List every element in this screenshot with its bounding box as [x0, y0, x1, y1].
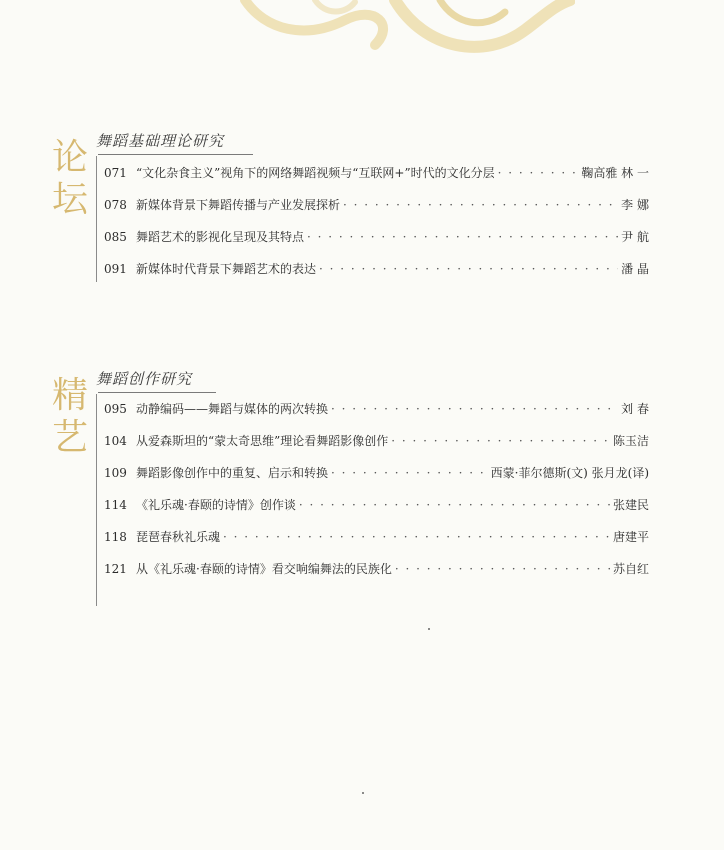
- entry-author: 鞠高雅 林 一: [581, 166, 649, 180]
- entry-title: 《礼乐魂·春颐的诗情》创作谈: [136, 498, 296, 512]
- dot-leader: [331, 466, 488, 480]
- entry-author: 潘 晶: [621, 262, 649, 276]
- dot-leader: [498, 166, 579, 180]
- toc-entry[interactable]: [104, 196, 649, 228]
- title-underline: [98, 154, 253, 155]
- page-number: 109: [104, 466, 127, 480]
- page-number: 121: [104, 562, 127, 576]
- page-number: 118: [104, 530, 127, 544]
- dot-leader: [395, 562, 610, 576]
- page-number: 078: [104, 198, 127, 212]
- entry-title: 新媒体时代背景下舞蹈艺术的表达: [136, 262, 317, 276]
- title-underline: [98, 392, 216, 393]
- decorative-swirl: [225, 0, 575, 62]
- dot-leader: [331, 402, 618, 416]
- toc-entry[interactable]: [104, 464, 649, 496]
- toc-entry[interactable]: [104, 432, 649, 464]
- section-rule: [96, 394, 97, 606]
- dot-leader: [299, 498, 610, 512]
- toc-entry[interactable]: [104, 496, 649, 528]
- page-number: 095: [104, 402, 127, 416]
- entry-title: 琵琶春秋礼乐魂: [136, 530, 221, 544]
- section-rule: [96, 156, 97, 282]
- toc-entry[interactable]: [104, 260, 649, 292]
- toc-entry[interactable]: [104, 560, 649, 592]
- page-number: 114: [104, 498, 127, 512]
- toc-entry[interactable]: [104, 528, 649, 560]
- entry-title: 从《礼乐魂·春颐的诗情》看交响编舞法的民族化: [136, 562, 392, 576]
- dot-leader: [319, 262, 618, 276]
- entry-author: 唐建平: [612, 530, 649, 544]
- page-number: 091: [104, 262, 127, 276]
- speck: [428, 628, 430, 630]
- section-title: 舞蹈创作研究: [96, 370, 193, 388]
- entry-author: 刘 春: [621, 402, 649, 416]
- section-label-char: 艺: [51, 417, 88, 458]
- toc-list: [104, 164, 649, 292]
- page-number: 104: [104, 434, 127, 448]
- section-label-char: 精: [51, 375, 88, 416]
- entry-title: “文化杂食主义”视角下的网络舞蹈视频与“互联网+”时代的文化分层: [136, 166, 495, 180]
- toc-entry[interactable]: [104, 164, 649, 196]
- entry-title: 舞蹈艺术的影视化呈现及其特点: [136, 230, 305, 244]
- section-title: 舞蹈基础理论研究: [96, 132, 225, 150]
- entry-author: 陈玉洁: [612, 434, 649, 448]
- entry-title: 新媒体背景下舞蹈传播与产业发展探析: [136, 198, 341, 212]
- dot-leader: [391, 434, 610, 448]
- section-label-char: 论: [51, 137, 88, 178]
- section-label-char: 坛: [51, 179, 88, 220]
- speck: [362, 792, 364, 794]
- toc-entry[interactable]: [104, 400, 649, 432]
- entry-author: 苏自红: [612, 562, 649, 576]
- dot-leader: [223, 530, 610, 544]
- toc-list: [104, 400, 649, 592]
- entry-author: 张建民: [612, 498, 649, 512]
- page-number: 085: [104, 230, 127, 244]
- entry-title: 动静编码——舞蹈与媒体的两次转换: [136, 402, 329, 416]
- entry-title: 从爱森斯坦的“蒙太奇思维”理论看舞蹈影像创作: [136, 434, 389, 448]
- entry-author: 尹 航: [621, 230, 649, 244]
- dot-leader: [307, 230, 618, 244]
- entry-author: 李 娜: [621, 198, 649, 212]
- entry-title: 舞蹈影像创作中的重复、启示和转换: [136, 466, 329, 480]
- toc-entry[interactable]: [104, 228, 649, 260]
- dot-leader: [343, 198, 618, 212]
- entry-author: 西蒙·菲尔德斯(文) 张月龙(译): [490, 466, 649, 480]
- page-number: 071: [104, 166, 127, 180]
